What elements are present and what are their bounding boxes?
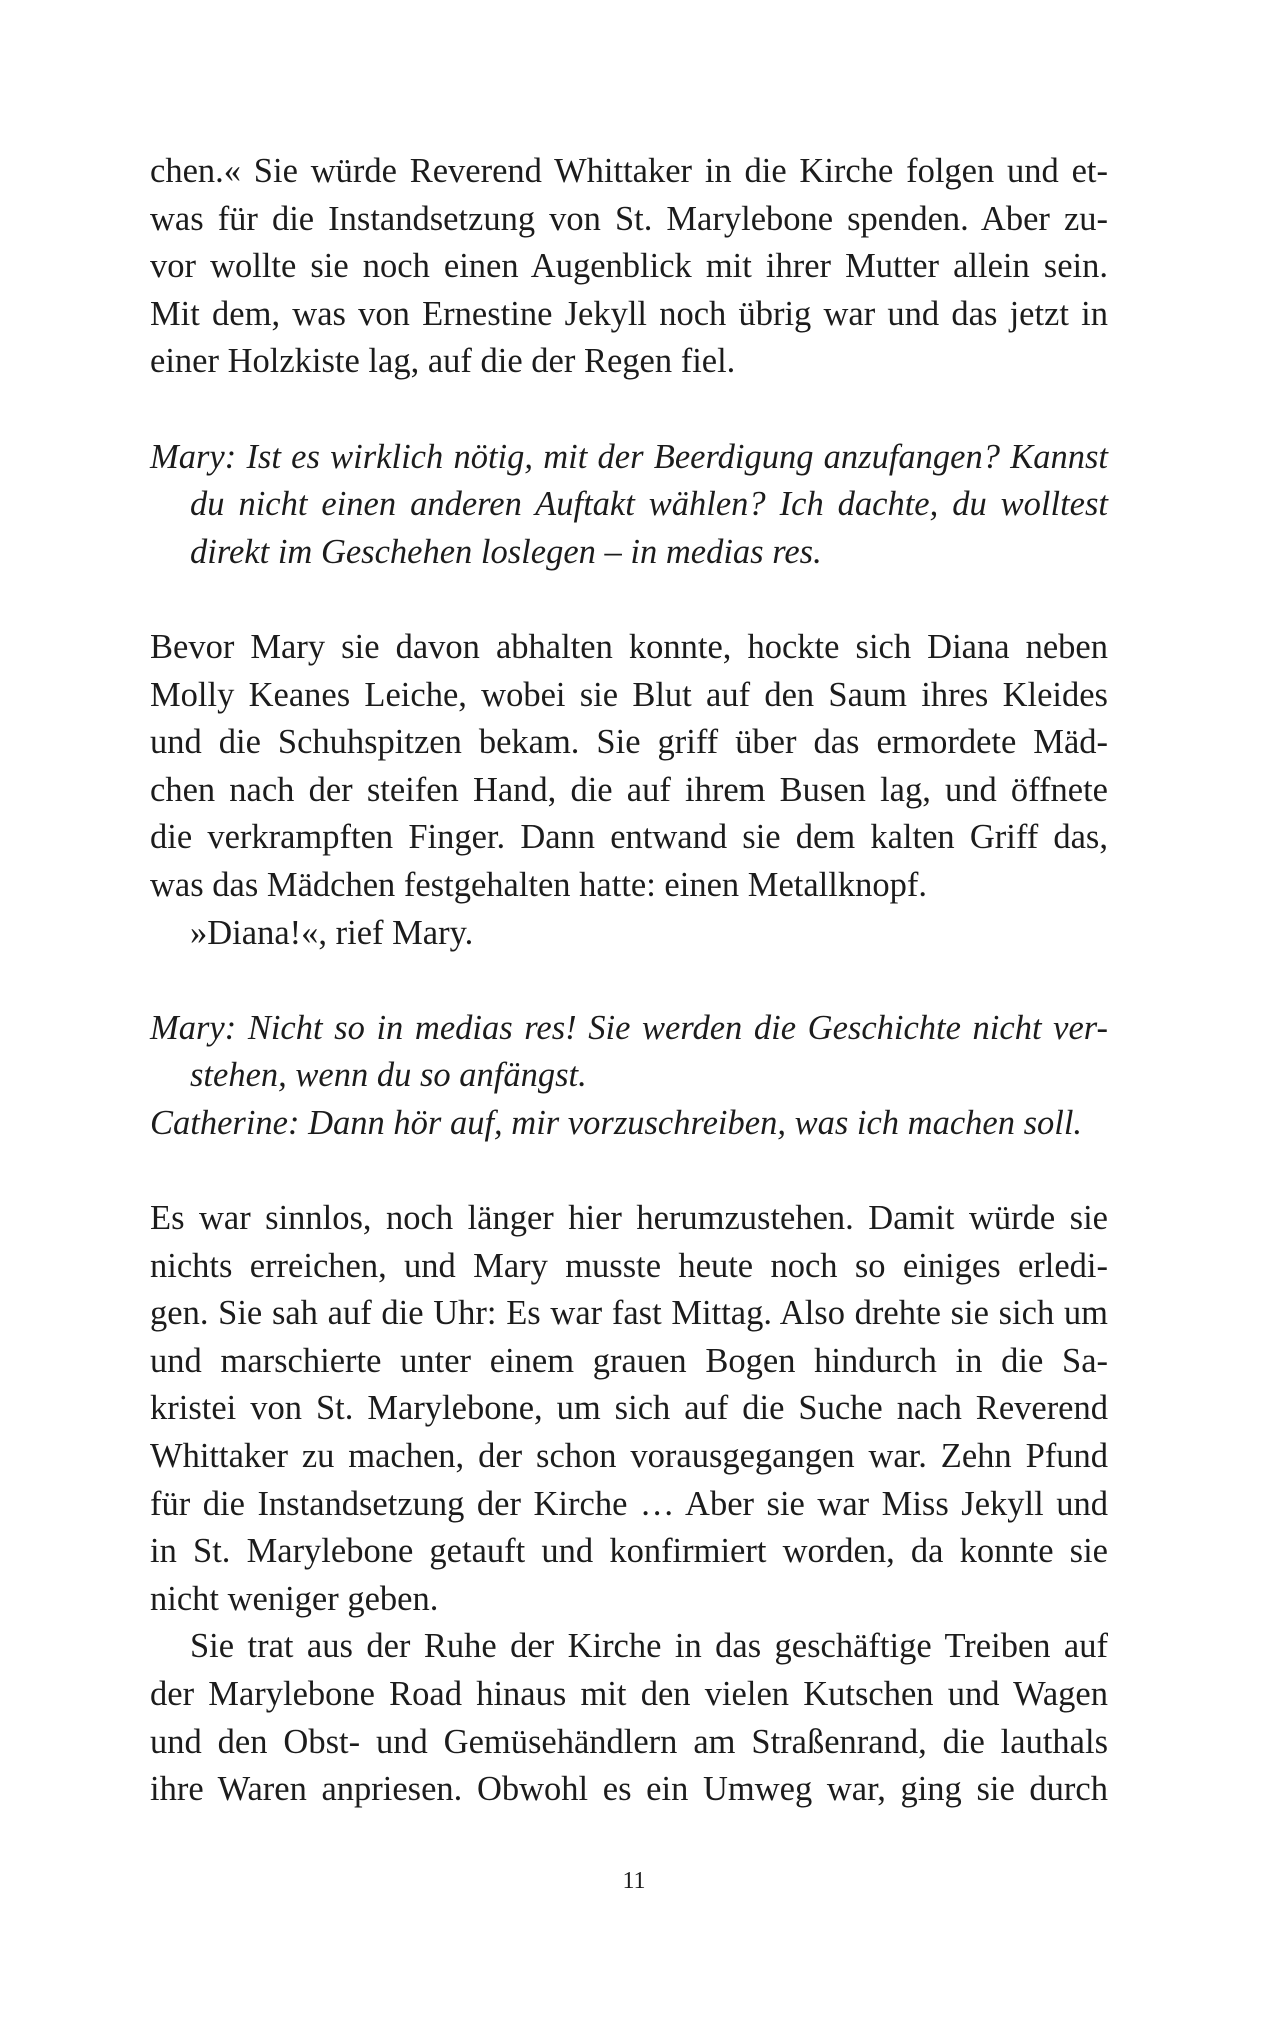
text-line: nichts erreichen, und Mary musste heute noch so einiges erledi-	[150, 1246, 1108, 1285]
text-line: für die Instandsetzung der Kirche … Aber sie war Miss Jekyll und	[150, 1484, 1108, 1523]
text-line: Molly Keanes Leiche, wobei sie Blut auf den Saum ihres Kleides	[150, 675, 1108, 714]
paragraph-gap	[150, 1147, 1108, 1195]
text-line: stehen, wenn du so anfängst.	[190, 1056, 587, 1095]
text-line: Whittaker zu machen, der schon vorausgegangen war. Zehn Pfund	[150, 1437, 1108, 1476]
book-page	[150, 148, 1108, 1814]
page-number: 11	[622, 1868, 646, 1894]
text-line: und marschierte unter einem grauen Bogen hindurch in die Sa-	[150, 1341, 1108, 1380]
text-line: was das Mädchen festgehalten hatte: einen Metallknopf.	[150, 865, 927, 904]
text-line: Catherine: Dann hör auf, mir vorzuschreiben, was ich machen soll.	[150, 1103, 1083, 1142]
narrative-paragraph	[150, 624, 1108, 957]
text-line: einer Holzkiste lag, auf die der Regen fiel.	[150, 342, 736, 381]
text-line: der Marylebone Road hinaus mit den vielen Kutschen und Wagen	[150, 1675, 1108, 1713]
text-line: »Diana!«, rief Mary.	[190, 913, 474, 952]
text-line: Mary: Nicht so in medias res! Sie werden die Geschichte nicht ver-	[150, 1008, 1108, 1047]
text-line: Bevor Mary sie davon abhalten konnte, hockte sich Diana neben	[150, 627, 1108, 666]
annotation-dialogue	[150, 1005, 1108, 1148]
text-line: vor wollte sie noch einen Augenblick mit ihrer Mutter allein sein.	[150, 247, 1108, 286]
text-line: Mit dem, was von Ernestine Jekyll noch übrig war und das jetzt in	[150, 294, 1108, 333]
text-line: Es war sinnlos, noch länger hier herumzustehen. Damit würde sie	[150, 1199, 1108, 1238]
text-line: die verkrampften Finger. Dann entwand sie dem kalten Griff das,	[150, 818, 1108, 857]
text-line: ihre Waren anpriesen. Obwohl es ein Umweg war, ging sie durch	[150, 1770, 1108, 1809]
text-line: und die Schuhspitzen bekam. Sie griff über das ermordete Mäd-	[150, 723, 1108, 762]
text-line: kristei von St. Marylebone, um sich auf die Suche nach Reverend	[150, 1389, 1108, 1428]
text-line: und den Obst- und Gemüsehändlern am Straßenrand, die lauthals	[150, 1722, 1108, 1761]
paragraph-gap	[150, 957, 1108, 1005]
text-line: du nicht einen anderen Auftakt wählen? Ich dachte, du wolltest	[190, 485, 1108, 524]
text-line: Sie trat aus der Ruhe der Kirche in das geschäftige Treiben auf	[190, 1627, 1108, 1666]
text-line: Mary: Ist es wirklich nötig, mit der Beerdigung anzufangen? Kannst	[150, 437, 1108, 476]
text-line: chen.« Sie würde Reverend Whittaker in die Kirche folgen und et-	[150, 152, 1108, 190]
text-line: gen. Sie sah auf die Uhr: Es war fast Mittag. Also drehte sie sich um	[150, 1294, 1108, 1333]
annotation-dialogue	[150, 434, 1108, 577]
paragraph-gap	[150, 576, 1108, 624]
text-line: chen nach der steifen Hand, die auf ihrem Busen lag, und öffnete	[150, 770, 1108, 809]
narrative-paragraph	[150, 1195, 1108, 1814]
text-line: in St. Marylebone getauft und konfirmiert worden, da konnte sie	[150, 1532, 1108, 1571]
paragraph-gap	[150, 386, 1108, 434]
text-line: direkt im Geschehen loslegen – in medias res.	[190, 532, 822, 571]
text-line: was für die Instandsetzung von St. Marylebone spenden. Aber zu-	[150, 199, 1108, 238]
narrative-paragraph	[150, 148, 1108, 386]
text-line: nicht weniger geben.	[150, 1579, 439, 1618]
